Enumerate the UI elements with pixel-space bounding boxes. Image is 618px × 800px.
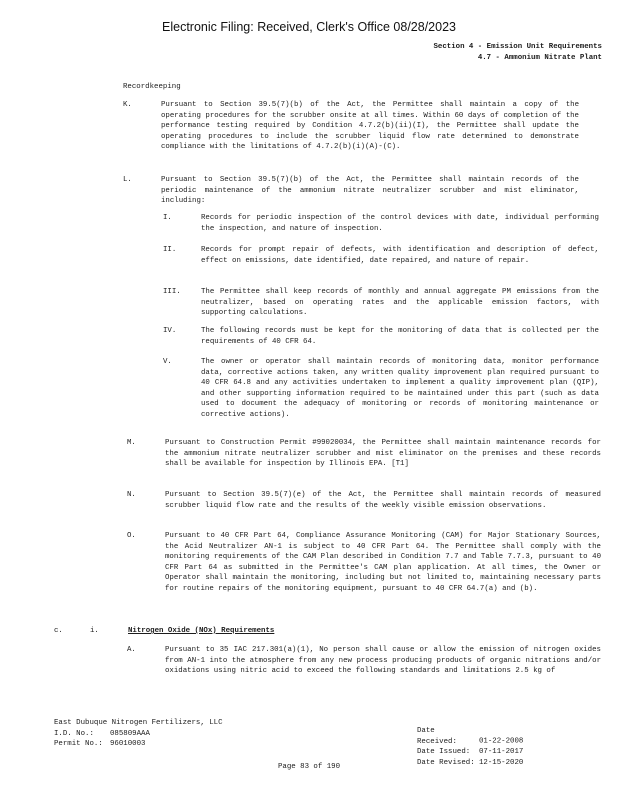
footer-received-value: 01-22-2008 [479,737,524,746]
footer-revised-value: 12-15-2020 [479,758,524,767]
footer-id-row [54,729,223,740]
condition-l-iii-label: III. [163,288,181,296]
condition-l-iv-label: IV. [163,327,177,335]
page-number: Page 83 of 190 [277,763,341,771]
footer-received-label: Date Received: [417,727,457,746]
condition-l-label: L. [123,176,132,184]
footer-issued-row [417,747,523,758]
condition-n-label: N. [127,491,136,499]
condition-l-ii-label: II. [163,246,177,254]
footer-company: East Dubuque Nitrogen Fertilizers, LLC [54,719,223,727]
condition-l-v-label: V. [163,358,172,366]
footer-id-value: 085809AAA [110,729,150,738]
condition-k-text: Pursuant to Section 39.5(7)(b) of the Act, the Permittee shall maintain a copy of the operating procedures for the scrubber onsite at all times. Within 60 days of completion of the performance testing required by Condition 4.7.2(b)(ii)(I), the Permittee shall update the operating procedures to include the scrubber liquid flow rate determined to demonstrate compliance with the limitations of 4.7.2(b)(i)(A)-(C). [161,101,579,152]
footer-permit-value: 96010003 [110,740,146,749]
condition-m-text: Pursuant to Construction Permit #99020034, the Permittee shall maintain maintenance records for the ammonium nitrate neutralizer scrubber and mist eliminator on the premises and these records shall be available for inspection by Illinois EPA. [T1] [165,439,601,469]
condition-l-v-text: The owner or operator shall maintain records of monitoring data, monitor performance data, corrective actions taken, any written quality improvement plan required pursuant to 40 CFR 64.8 and any activities undertaken to implement a quality improvement plan (QIP), and other supporting information required to be maintained under this part (such as data used to document the adequacy of monitoring or records of monitoring maintenance or corrective actions). [201,358,599,419]
filing-banner: Electronic Filing: Received, Clerk's Office 08/28/2023 [162,20,456,34]
section-c-heading [54,626,594,638]
section-header [433,42,602,63]
condition-l-ii-text: Records for prompt repair of defects, with identification and description of defect, effect on emissions, date identified, date repaired, and nature of repair. [201,246,599,265]
recordkeeping-heading: Recordkeeping [123,83,181,91]
section-header-line2: 4.7 - Ammonium Nitrate Plant [477,53,602,62]
condition-o-text: Pursuant to 40 CFR Part 64, Compliance Assurance Monitoring (CAM) for Major Stationary Sources, the Acid Neutralizer AN-1 is subject to 40 CFR Part 64. The Permittee shall comply with the monitoring requirements of the CAM Plan described in Condition 7.7 and Table 7.7.3, pursuant to 40 CFR Part 64 as submitted in the Permittee's CAM plan application. At all times, the Owner or Operator shall maintain the monitoring, including but not limited to, maintaining necessary parts for routine repairs of the monitoring equipment, pursuant to 40 CFR 64.7(a) and (b). [165,532,601,593]
section-c-label: c. [54,627,63,635]
footer-permit-row [54,739,223,750]
condition-c-a-label: A. [127,646,136,654]
condition-c-a-text: Pursuant to 35 IAC 217.301(a)(1), No person shall cause or allow the emission of nitrogen oxides from AN-1 into the atmosphere from any new process producing products of organic nitrations and/or oxidations using nitric acid to exceed the following standards and limitations 2.5 kg of [165,646,601,676]
nox-requirements-title: Nitrogen Oxide (NOx) Requirements [128,627,275,635]
footer-issued-label: Date Issued: [417,748,471,757]
section-header-line1: Section 4 - Emission Unit Requirements [433,43,602,51]
footer-permit-label: Permit No.: [54,740,103,749]
condition-l-iv-text: The following records must be kept for the monitoring of data that is collected per the requirements of 40 CFR 64. [201,327,599,346]
condition-k-label: K. [123,101,132,109]
condition-o-label: O. [127,532,136,540]
condition-l-iii-text: The Permittee shall keep records of monthly and annual aggregate PM emissions from the neutralizer, based on operating rates and the applicable emission factors, with supporting calculations. [201,288,599,318]
condition-n-text: Pursuant to Section 39.5(7)(e) of the Act, the Permittee shall maintain records of measured scrubber liquid flow rate and the results of the weekly visible emission observations. [165,491,601,510]
footer-issued-value: 07-11-2017 [479,748,524,757]
footer-received-row [417,726,523,747]
condition-l-text: Pursuant to Section 39.5(7)(b) of the Act, the Permittee shall maintain records of the periodic maintenance of the ammonium nitrate neutralizer scrubber and mist eliminator, including: [161,176,579,206]
condition-l-i-text: Records for periodic inspection of the control devices with date, individual performing the inspection, and nature of inspection. [201,214,599,233]
footer-revised-label: Date Revised: [417,758,475,767]
footer-facility-info [54,718,223,750]
footer-id-label: I.D. No.: [54,729,94,738]
condition-m-label: M. [127,439,136,447]
section-c-sublabel: i. [90,627,99,635]
condition-l-i-label: I. [163,214,172,222]
